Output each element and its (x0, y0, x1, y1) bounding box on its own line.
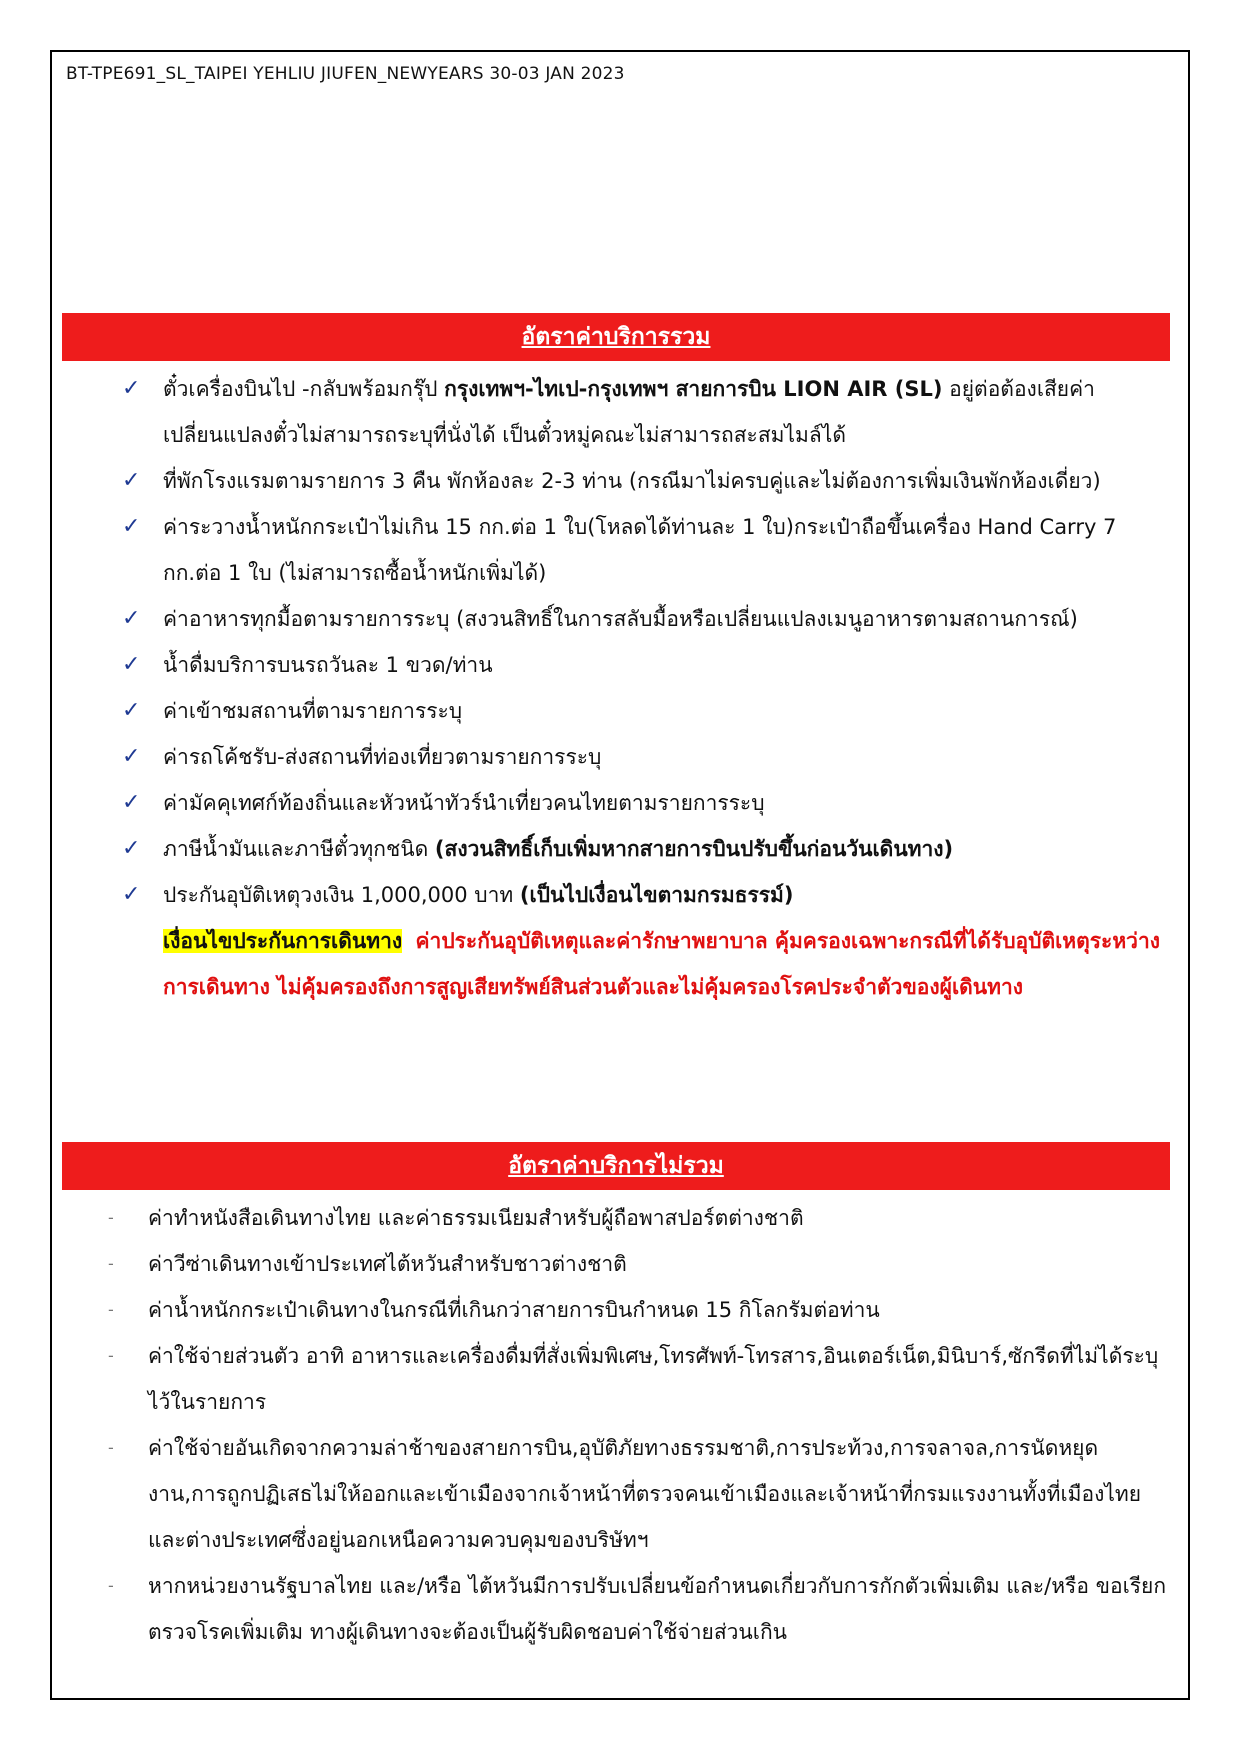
checkmark-icon: ✓ (122, 376, 141, 401)
excluded-item: - หากหน่วยงานรัฐบาลไทย และ/หรือ ไต้หวันมีการปรับเปลี่ยนข้อกำหนดเกี่ยวกับการกักตัวเพิ่มเติม และ/หรือ ขอเรียกตรวจโรคเพิ่มเติม ทางผู้เดินทางจะต้องเป็นผู้รับผิดชอบค่าใช้จ่ายส่วนเกิน (0, 1563, 1241, 1655)
checkmark-icon: ✓ (122, 790, 141, 815)
dash-bullet-icon: - (108, 1208, 114, 1227)
dash-bullet-icon: - (108, 1254, 114, 1273)
included-item: ✓ ภาษีน้ำมันและภาษีตั๋วทุกชนิด (สงวนสิทธิ์เก็บเพิ่มหากสายการบินปรับขึ้นก่อนวันเดินทาง) (0, 826, 1241, 872)
included-item: ✓ ค่าเข้าชมสถานที่ตามรายการระบุ (0, 688, 1241, 734)
checkmark-icon: ✓ (122, 652, 141, 677)
included-list (0, 366, 1241, 1010)
included-item: ✓ ตั๋วเครื่องบินไป -กลับพร้อมกรุ๊ป กรุงเทพฯ-ไทเป-กรุงเทพฯ สายการบิน LION AIR (SL) อยู่ต่อต้องเสียค่าเปลี่ยนแปลงตั๋วไม่สามารถระบุที่นั่งได้ เป็นตั๋วหมู่คณะไม่สามารถสะสมไมล์ได้ (0, 366, 1241, 458)
checkmark-icon: ✓ (122, 698, 141, 723)
included-item: ✓ ที่พักโรงแรมตามรายการ 3 คืน พักห้องละ 2-3 ท่าน (กรณีมาไม่ครบคู่และไม่ต้องการเพิ่มเงินพักห้องเดี่ยว) (0, 458, 1241, 504)
included-item: ✓ น้ำดื่มบริการบนรถวันละ 1 ขวด/ท่าน (0, 642, 1241, 688)
checkmark-icon: ✓ (122, 606, 141, 631)
excluded-item: - ค่าใช้จ่ายอันเกิดจากความล่าช้าของสายการบิน,อุบัติภัยทางธรรมชาติ,การประท้วง,การจลาจล,การนัดหยุดงาน,การถูกปฏิเสธไม่ให้ออกและเข้าเมืองจากเจ้าหน้าที่ตรวจคนเข้าเมืองและเจ้าหน้าที่กรมแรงงานทั้งที่เมืองไทยและต่างประเทศซึ่งอยู่นอกเหนือความควบคุมของบริษัทฯ (0, 1425, 1241, 1563)
excluded-list (0, 1195, 1241, 1655)
dash-bullet-icon: - (108, 1300, 114, 1319)
checkmark-icon: ✓ (122, 744, 141, 769)
insurance-condition-label: เงื่อนไขประกันการเดินทาง (163, 929, 403, 953)
included-item: ✓ ค่าอาหารทุกมื้อตามรายการระบุ (สงวนสิทธิ์ในการสลับมื้อหรือเปลี่ยนแปลงเมนูอาหารตามสถานการณ์) (0, 596, 1241, 642)
dash-bullet-icon: - (108, 1576, 114, 1595)
included-item: ✓ ค่ารถโค้ชรับ-ส่งสถานที่ท่องเที่ยวตามรายการระบุ (0, 734, 1241, 780)
excluded-item: - ค่าทำหนังสือเดินทางไทย และค่าธรรมเนียมสำหรับผู้ถือพาสปอร์ตต่างชาติ (0, 1195, 1241, 1241)
checkmark-icon: ✓ (122, 836, 141, 861)
excluded-item: - ค่าใช้จ่ายส่วนตัว อาทิ อาหารและเครื่องดื่มที่สั่งเพิ่มพิเศษ,โทรศัพท์-โทรสาร,อินเตอร์เน็ต,มินิบาร์,ซักรีดที่ไม่ได้ระบุไว้ในรายการ (0, 1333, 1241, 1425)
dash-bullet-icon: - (108, 1346, 114, 1365)
included-item: ✓ ประกันอุบัติเหตุวงเงิน 1,000,000 บาท (เป็นไปเงื่อนไขตามกรมธรรม์) เงื่อนไขประกันการเดินทาง ค่าประกันอุบัติเหตุและค่ารักษาพยาบาล คุ้มครองเฉพาะกรณีที่ได้รับอุบัติเหตุระหว่างการเดินทาง ไม่คุ้มครองถึงการสูญเสียทรัพย์สินส่วนตัวและไม่คุ้มครองโรคประจำตัวของผู้เดินทาง (0, 872, 1241, 1010)
insurance-condition-text: ค่าประกันอุบัติเหตุและค่ารักษาพยาบาล คุ้มครองเฉพาะกรณีที่ได้รับอุบัติเหตุระหว่างการเดินทาง ไม่คุ้มครองถึงการสูญเสียทรัพย์สินส่วนตัวและไม่คุ้มครองโรคประจำตัวของผู้เดินทาง (163, 929, 1160, 999)
checkmark-icon: ✓ (122, 882, 141, 907)
excluded-title: อัตราค่าบริการไม่รวม (508, 1153, 724, 1179)
document-code: BT-TPE691_SL_TAIPEI YEHLIU JIUFEN_NEWYEARS 30-03 JAN 2023 (66, 64, 625, 84)
checkmark-icon: ✓ (122, 514, 141, 539)
excluded-item: - ค่าวีซ่าเดินทางเข้าประเทศไต้หวันสำหรับชาวต่างชาติ (0, 1241, 1241, 1287)
included-title: อัตราค่าบริการรวม (521, 324, 711, 350)
included-item: ✓ ค่ามัคคุเทศก์ท้องถิ่นและหัวหน้าทัวร์นำเที่ยวคนไทยตามรายการระบุ (0, 780, 1241, 826)
insurance-note (163, 918, 1171, 1010)
dash-bullet-icon: - (108, 1438, 114, 1457)
checkmark-icon: ✓ (122, 468, 141, 493)
excluded-item: - ค่าน้ำหนักกระเป๋าเดินทางในกรณีที่เกินกว่าสายการบินกำหนด 15 กิโลกรัมต่อท่าน (0, 1287, 1241, 1333)
excluded-header (62, 1142, 1170, 1190)
included-item: ✓ ค่าระวางน้ำหนักกระเป๋าไม่เกิน 15 กก.ต่อ 1 ใบ(โหลดได้ท่านละ 1 ใบ)กระเป๋าถือขึ้นเครื่อง Hand Carry 7 กก.ต่อ 1 ใบ (ไม่สามารถซื้อน้ำหนักเพิ่มได้) (0, 504, 1241, 596)
included-header (62, 313, 1170, 361)
